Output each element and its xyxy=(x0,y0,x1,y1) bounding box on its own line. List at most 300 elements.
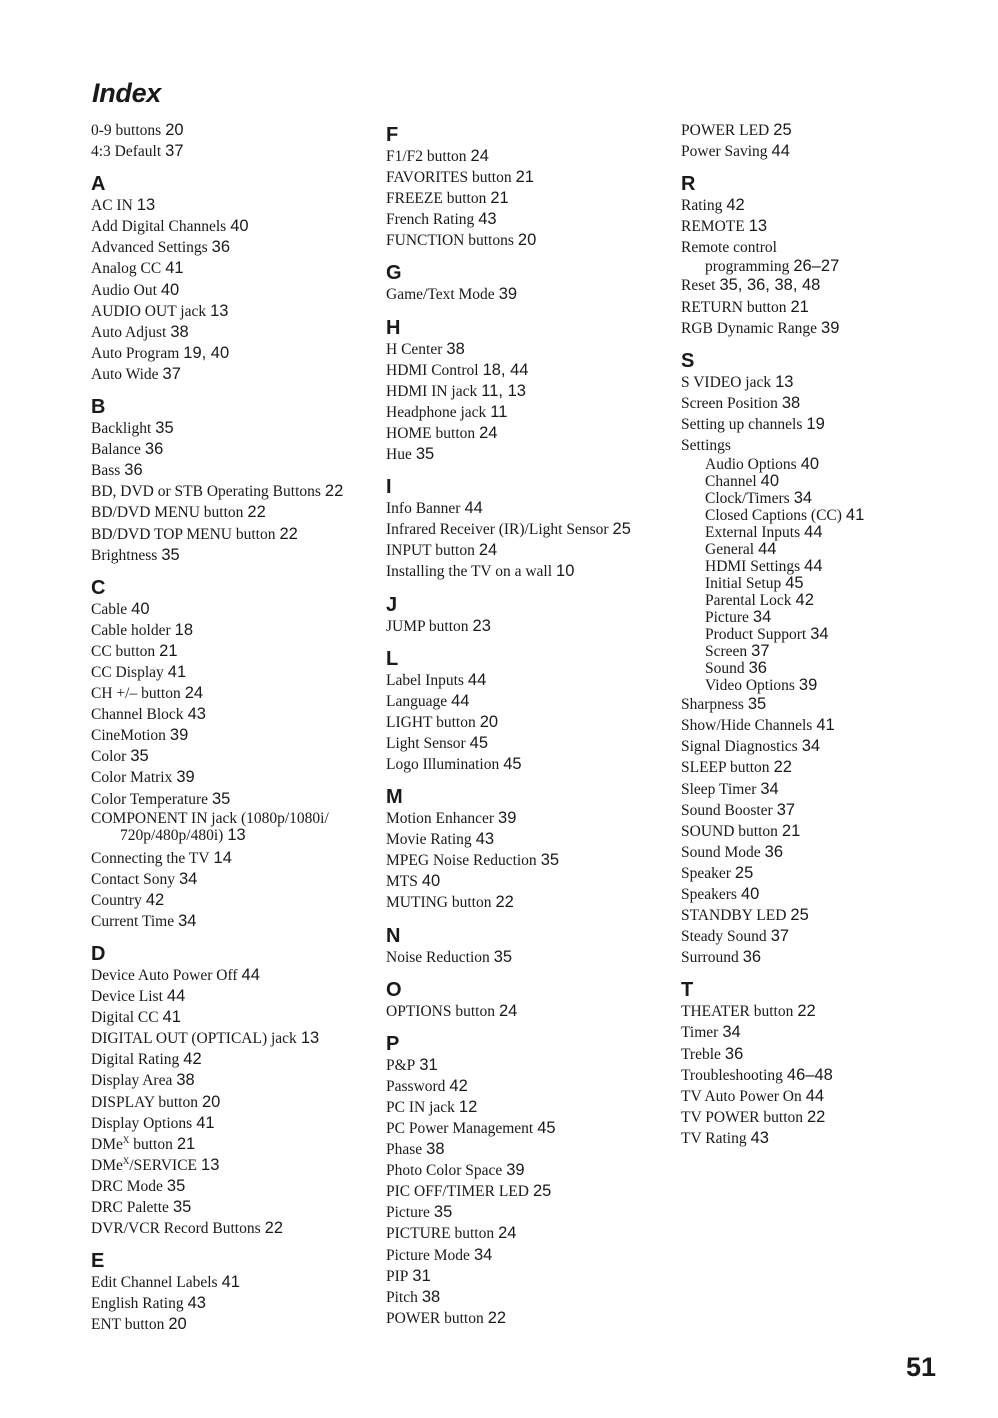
entry-term: DMe xyxy=(91,1135,123,1153)
entry-term: Brightness xyxy=(91,546,158,564)
entry-page-ref: 43 xyxy=(187,705,206,724)
index-entry xyxy=(386,733,656,754)
entry-term: Power Saving xyxy=(681,143,768,161)
entry-page-ref: 43 xyxy=(478,210,497,229)
index-group xyxy=(386,317,656,466)
index-group xyxy=(91,173,361,385)
index-entry xyxy=(681,1107,961,1128)
entry-term: Initial Setup xyxy=(705,575,782,593)
entry-term: SLEEP button xyxy=(681,759,770,777)
index-entry xyxy=(91,1113,361,1134)
entry-page-ref: 41 xyxy=(167,662,187,681)
entry-term: MUTING button xyxy=(386,894,492,912)
index-entry xyxy=(91,322,361,343)
entry-term: Phase xyxy=(386,1141,423,1159)
entry-term: Edit Channel Labels xyxy=(91,1274,218,1292)
index-entry xyxy=(681,905,961,926)
index-entry xyxy=(386,284,656,305)
index-subentry xyxy=(681,473,961,490)
entry-page-ref: 36 xyxy=(724,1044,744,1063)
index-entry xyxy=(91,237,361,258)
entry-page-ref: 42 xyxy=(145,890,165,909)
entry-page-ref: 35 xyxy=(493,947,513,966)
entry-term: Steady Sound xyxy=(681,928,767,946)
index-group xyxy=(91,1250,361,1335)
entry-page-ref: 41 xyxy=(196,1113,215,1132)
entry-term: Bass xyxy=(91,462,121,480)
entry-term: CH +/– button xyxy=(91,685,181,703)
entry-page-ref: 13 xyxy=(775,372,794,391)
index-entry xyxy=(386,712,656,733)
index-entry xyxy=(386,1308,656,1329)
entry-term: PIC OFF/TIMER LED xyxy=(386,1183,529,1201)
entry-term: Backlight xyxy=(91,420,152,438)
index-group xyxy=(386,476,656,582)
section-letter: H xyxy=(386,316,401,339)
index-subentry xyxy=(681,592,961,609)
entry-term: Sound Mode xyxy=(681,843,761,861)
index-column-3 xyxy=(681,120,961,1160)
entry-term: PC Power Management xyxy=(386,1120,534,1137)
entry-term: Sharpness xyxy=(681,696,744,714)
index-subentry xyxy=(681,643,961,660)
entry-term: BD/DVD TOP MENU button xyxy=(91,525,276,543)
index-entry xyxy=(91,704,361,725)
entry-term: Connecting the TV xyxy=(91,849,210,867)
entry-term: Headphone jack xyxy=(386,403,487,421)
index-entry xyxy=(91,620,361,641)
entry-term: Picture Mode xyxy=(386,1246,470,1264)
entry-page-ref: 21 xyxy=(790,297,809,316)
entry-term: French Rating xyxy=(386,211,475,229)
index-entry xyxy=(91,1028,361,1049)
index-group xyxy=(681,120,961,162)
entry-term: Cable holder xyxy=(91,621,171,639)
entry-term: Screen Position xyxy=(681,394,778,412)
index-entry xyxy=(91,1070,361,1091)
index-entry xyxy=(386,616,656,637)
index-subentry xyxy=(681,541,961,558)
index-subentry xyxy=(681,609,961,626)
section-letter: A xyxy=(91,173,106,196)
entry-page-ref: 44 xyxy=(241,966,260,984)
section-letter: I xyxy=(386,476,392,499)
index-group xyxy=(91,396,361,566)
entry-page-ref: 37 xyxy=(770,927,790,946)
entry-term: DMe xyxy=(91,1156,123,1174)
index-entry xyxy=(386,561,656,582)
entry-page-ref: 41 xyxy=(221,1273,240,1292)
entry-term: Light Sensor xyxy=(386,734,466,752)
index-entry xyxy=(91,599,361,620)
entry-term: SOUND button xyxy=(681,822,778,840)
index-entry xyxy=(91,195,361,216)
entry-term: CC Display xyxy=(91,663,164,681)
entry-term: Color Temperature xyxy=(91,790,208,808)
entry-page-ref: 35 xyxy=(172,1198,192,1217)
index-subentry xyxy=(681,507,961,524)
entry-page-ref: 20 xyxy=(479,712,499,731)
entry-term: Screen xyxy=(705,643,748,661)
entry-term: Photo Color Space xyxy=(386,1162,503,1180)
index-entry xyxy=(91,1049,361,1070)
index-entry xyxy=(91,986,361,1007)
entry-term: RETURN button xyxy=(681,298,787,316)
entry-page-ref: 40 xyxy=(760,472,780,491)
entry-page-ref: 39 xyxy=(798,676,818,695)
index-entry xyxy=(91,1176,361,1197)
index-entry xyxy=(386,188,656,209)
entry-page-ref: 22 xyxy=(807,1107,826,1126)
index-entry xyxy=(681,393,961,414)
entry-term: Sleep Timer xyxy=(681,780,757,798)
index-entry xyxy=(91,890,361,911)
entry-page-ref: 45 xyxy=(503,754,522,773)
index-entry xyxy=(91,364,361,385)
entry-page-ref: 25 xyxy=(612,520,631,539)
index-entry xyxy=(681,372,961,393)
entry-term: 4:3 Default xyxy=(91,143,162,161)
index-entry xyxy=(91,120,361,141)
index-subentry xyxy=(681,490,961,507)
entry-page-ref: 38 xyxy=(421,1287,441,1306)
entry-page-ref: 43 xyxy=(750,1128,769,1147)
entry-page-ref: 40 xyxy=(800,455,820,474)
index-entry xyxy=(91,848,361,869)
entry-page-ref: 44 xyxy=(166,987,186,1006)
index-entry xyxy=(91,343,361,364)
index-entry xyxy=(91,460,361,481)
index-subentry xyxy=(681,677,961,694)
index-entry xyxy=(91,524,361,545)
index-entry xyxy=(386,1266,656,1287)
entry-term: INPUT button xyxy=(386,542,475,560)
index-entry xyxy=(681,863,961,884)
index-entry xyxy=(91,1007,361,1028)
entry-term: Rating xyxy=(681,197,723,215)
section-letter: O xyxy=(386,978,402,1001)
entry-page-ref: 20 xyxy=(165,121,184,139)
entry-page-ref: 40 xyxy=(160,280,180,299)
index-entry xyxy=(91,502,361,523)
section-letter: T xyxy=(681,979,694,1002)
index-subentry xyxy=(681,456,961,473)
entry-page-ref: 35 xyxy=(747,695,767,714)
section-letter: G xyxy=(386,262,402,285)
entry-page-ref: 35 xyxy=(212,789,231,808)
entry-page-ref: 21 xyxy=(159,641,178,660)
entry-term: Color xyxy=(91,748,127,766)
index-entry xyxy=(386,498,656,519)
entry-page-ref: 35 xyxy=(166,1176,186,1195)
index-group xyxy=(681,350,961,969)
section-letter: M xyxy=(386,786,403,809)
index-entry xyxy=(91,1218,361,1239)
entry-page-ref: 44 xyxy=(758,540,777,559)
index-entry xyxy=(386,167,656,188)
index-entry xyxy=(386,339,656,360)
index-column-2 xyxy=(386,120,656,1340)
section-letter: F xyxy=(386,124,399,146)
index-group xyxy=(386,786,656,913)
entry-page-ref: 40 xyxy=(421,872,441,891)
entry-term: Auto Adjust xyxy=(91,323,167,341)
entry-term: Advanced Settings xyxy=(91,239,208,257)
entry-term: THEATER button xyxy=(681,1003,794,1021)
entry-term: Info Banner xyxy=(386,500,461,518)
entry-term: Movie Rating xyxy=(386,831,472,849)
index-entry xyxy=(681,414,961,435)
entry-page-ref: 45 xyxy=(469,733,489,752)
index-entry xyxy=(386,1076,656,1097)
entry-term: Cable xyxy=(91,600,128,618)
index-entry xyxy=(681,715,961,736)
index-entry xyxy=(681,800,961,821)
index-entry xyxy=(91,439,361,460)
entry-term: PC IN jack xyxy=(386,1098,455,1116)
entry-page-ref: 18 xyxy=(174,620,193,639)
entry-page-ref: 35 xyxy=(433,1203,453,1222)
entry-page-ref: 31 xyxy=(412,1266,431,1285)
entry-page-ref: 34 xyxy=(801,737,821,756)
index-group xyxy=(681,173,961,339)
index-entry xyxy=(91,545,361,566)
entry-page-ref: 40 xyxy=(230,217,249,236)
entry-page-ref: 19 xyxy=(806,414,825,433)
index-group xyxy=(91,943,361,1239)
index-entry xyxy=(386,1181,656,1202)
entry-term: HDMI Control xyxy=(386,361,479,379)
index-entry xyxy=(91,683,361,704)
entry-page-ref: 18, 44 xyxy=(482,360,529,379)
index-entry xyxy=(91,1293,361,1314)
entry-page-ref: 42 xyxy=(183,1050,202,1069)
entry-term: BD/DVD MENU button xyxy=(91,504,244,522)
entry-term: Treble xyxy=(681,1045,721,1063)
entry-term: Installing the TV on a wall xyxy=(386,563,553,581)
entry-term: Setting up channels xyxy=(681,415,803,433)
entry-term: Logo Illumination xyxy=(386,755,500,773)
entry-page-ref: 35 xyxy=(155,419,174,438)
index-entry xyxy=(386,1139,656,1160)
entry-page-ref: 25 xyxy=(773,121,792,139)
entry-term: Auto Program xyxy=(91,344,180,362)
entry-page-ref: 22 xyxy=(264,1219,284,1238)
index-entry xyxy=(681,195,961,216)
entry-term: Channel xyxy=(705,473,757,491)
entry-page-ref: 36 xyxy=(742,948,762,967)
entry-term: POWER LED xyxy=(681,122,770,139)
index-entry xyxy=(91,418,361,439)
index-entry xyxy=(681,1044,961,1065)
index-entry xyxy=(386,829,656,850)
entry-page-ref: 34 xyxy=(473,1245,493,1264)
entry-term: Analog CC xyxy=(91,260,162,278)
index-entry xyxy=(386,230,656,251)
entry-page-ref: 22 xyxy=(487,1308,507,1327)
entry-page-ref: 41 xyxy=(162,1008,181,1027)
index-entry xyxy=(681,141,961,162)
entry-page-ref: 26–27 xyxy=(793,257,840,276)
entry-page-ref: 11 xyxy=(490,402,508,421)
entry-page-ref: 40 xyxy=(740,884,760,903)
entry-page-ref: 13 xyxy=(227,825,246,844)
entry-page-ref: 41 xyxy=(845,506,865,525)
index-group xyxy=(386,262,656,305)
entry-page-ref: 38 xyxy=(781,393,801,412)
entry-page-ref: 39 xyxy=(169,726,189,745)
entry-page-ref: 35, 36, 38, 48 xyxy=(719,276,821,295)
entry-term: Audio Out xyxy=(91,281,157,299)
entry-page-ref: 36 xyxy=(764,842,784,861)
index-entry xyxy=(681,736,961,757)
entry-term: Noise Reduction xyxy=(386,948,490,966)
entry-term-suffix: button xyxy=(129,1135,173,1153)
index-entry xyxy=(91,911,361,932)
entry-term: Digital Rating xyxy=(91,1051,180,1069)
entry-term: Color Matrix xyxy=(91,769,173,787)
entry-term: TV Rating xyxy=(681,1129,747,1147)
index-entry xyxy=(681,884,961,905)
entry-term: TV Auto Power On xyxy=(681,1087,802,1105)
entry-page-ref: 38 xyxy=(176,1071,195,1090)
entry-page-ref: 44 xyxy=(464,499,483,518)
entry-term: FUNCTION buttons xyxy=(386,232,514,250)
section-letter: D xyxy=(91,943,106,965)
entry-page-ref: 24 xyxy=(470,147,489,165)
index-entry xyxy=(386,1001,656,1022)
entry-term: FAVORITES button xyxy=(386,169,512,187)
entry-page-ref: 34 xyxy=(722,1023,741,1042)
entry-term: MPEG Noise Reduction xyxy=(386,852,537,870)
entry-term: TV POWER button xyxy=(681,1108,803,1126)
index-entry xyxy=(386,892,656,913)
index-entry xyxy=(386,1223,656,1244)
index-entry xyxy=(386,1202,656,1223)
entry-page-ref: 34 xyxy=(178,911,197,930)
entry-term: CC button xyxy=(91,642,156,660)
entry-page-ref: 21 xyxy=(490,189,509,208)
index-entry xyxy=(386,1118,656,1139)
entry-page-ref: 42 xyxy=(726,196,745,215)
entry-page-ref: 41 xyxy=(165,259,184,278)
entry-page-ref: 22 xyxy=(324,482,344,501)
entry-term: P&P xyxy=(386,1056,416,1074)
entry-term: Sound Booster xyxy=(681,801,773,819)
entry-term: Signal Diagnostics xyxy=(681,738,798,756)
entry-term: 0-9 buttons xyxy=(91,122,162,139)
index-entry xyxy=(681,779,961,800)
entry-page-ref: 37 xyxy=(165,142,184,161)
index-entry xyxy=(91,216,361,237)
entry-page-ref: 25 xyxy=(734,863,754,882)
entry-term: BD, DVD or STB Operating Buttons xyxy=(91,483,321,501)
section-letter: N xyxy=(386,924,401,947)
index-subentry xyxy=(681,575,961,592)
entry-term: F1/F2 button xyxy=(386,148,467,165)
entry-term: RGB Dynamic Range xyxy=(681,319,818,337)
entry-page-ref: 20 xyxy=(517,231,537,250)
section-letter: B xyxy=(91,396,106,419)
entry-page-ref: 13 xyxy=(748,217,768,236)
index-subentry xyxy=(681,524,961,541)
entry-page-ref: 44 xyxy=(805,1086,825,1105)
entry-term: ENT button xyxy=(91,1316,165,1334)
entry-page-ref: 13 xyxy=(201,1155,220,1174)
entry-page-ref: 43 xyxy=(187,1294,206,1313)
entry-page-ref: 39 xyxy=(506,1161,525,1180)
entry-page-ref: 41 xyxy=(816,716,835,735)
index-entry xyxy=(386,540,656,561)
index-group xyxy=(386,124,656,251)
entry-page-ref: 31 xyxy=(419,1055,438,1074)
entry-term: Password xyxy=(386,1077,446,1095)
index-group xyxy=(91,120,361,162)
entry-term: External Inputs xyxy=(705,524,801,542)
index-entry xyxy=(681,694,961,715)
entry-term: Sound xyxy=(705,660,745,678)
index-entry xyxy=(681,216,961,237)
entry-term: Device List xyxy=(91,988,163,1006)
entry-superscript: X xyxy=(122,1155,130,1166)
entry-term: H Center xyxy=(386,340,443,358)
entry-page-ref: 40 xyxy=(131,599,150,618)
entry-term: Show/Hide Channels xyxy=(681,717,813,735)
entry-term: Device Auto Power Off xyxy=(91,967,238,984)
entry-page-ref: 22 xyxy=(773,758,792,777)
entry-term: POWER button xyxy=(386,1309,484,1327)
entry-page-ref: 35 xyxy=(161,545,180,564)
entry-page-ref: 25 xyxy=(790,906,809,925)
index-entry xyxy=(681,757,961,778)
entry-term: PIP xyxy=(386,1267,409,1285)
entry-term: General xyxy=(705,541,755,559)
entry-term: Pitch xyxy=(386,1288,418,1306)
entry-term: Game/Text Mode xyxy=(386,286,495,304)
section-letter: J xyxy=(386,593,398,616)
entry-term: Remote control xyxy=(681,239,777,257)
entry-page-ref: 39 xyxy=(498,285,518,304)
entry-page-ref: 21 xyxy=(176,1134,196,1153)
entry-page-ref: 44 xyxy=(804,523,823,542)
entry-page-ref: 36 xyxy=(124,461,143,480)
index-entry xyxy=(91,789,361,810)
index-subentry xyxy=(681,660,961,677)
entry-page-ref: 36 xyxy=(748,659,767,678)
entry-page-ref: 35 xyxy=(415,445,435,464)
entry-term: HOME button xyxy=(386,424,476,442)
index-entry xyxy=(386,381,656,402)
entry-term: STANDBY LED xyxy=(681,907,787,925)
entry-page-ref: 42 xyxy=(449,1076,468,1095)
index-entry xyxy=(681,275,961,296)
entry-page-ref: 24 xyxy=(184,684,204,703)
index-entry xyxy=(681,821,961,842)
entry-term: MTS xyxy=(386,873,418,891)
entry-page-ref: 22 xyxy=(797,1002,816,1021)
entry-term: Add Digital Channels xyxy=(91,218,227,236)
section-letter: R xyxy=(681,173,696,196)
entry-term: Country xyxy=(91,891,142,909)
index-entry xyxy=(386,402,656,423)
entry-term: Motion Enhancer xyxy=(386,810,495,828)
section-letter: C xyxy=(91,576,106,599)
entry-page-ref: 21 xyxy=(781,821,801,840)
entry-term: Picture xyxy=(705,609,749,627)
index-entry xyxy=(91,141,361,162)
index-entry xyxy=(91,641,361,662)
entry-page-ref: 20 xyxy=(201,1092,221,1111)
